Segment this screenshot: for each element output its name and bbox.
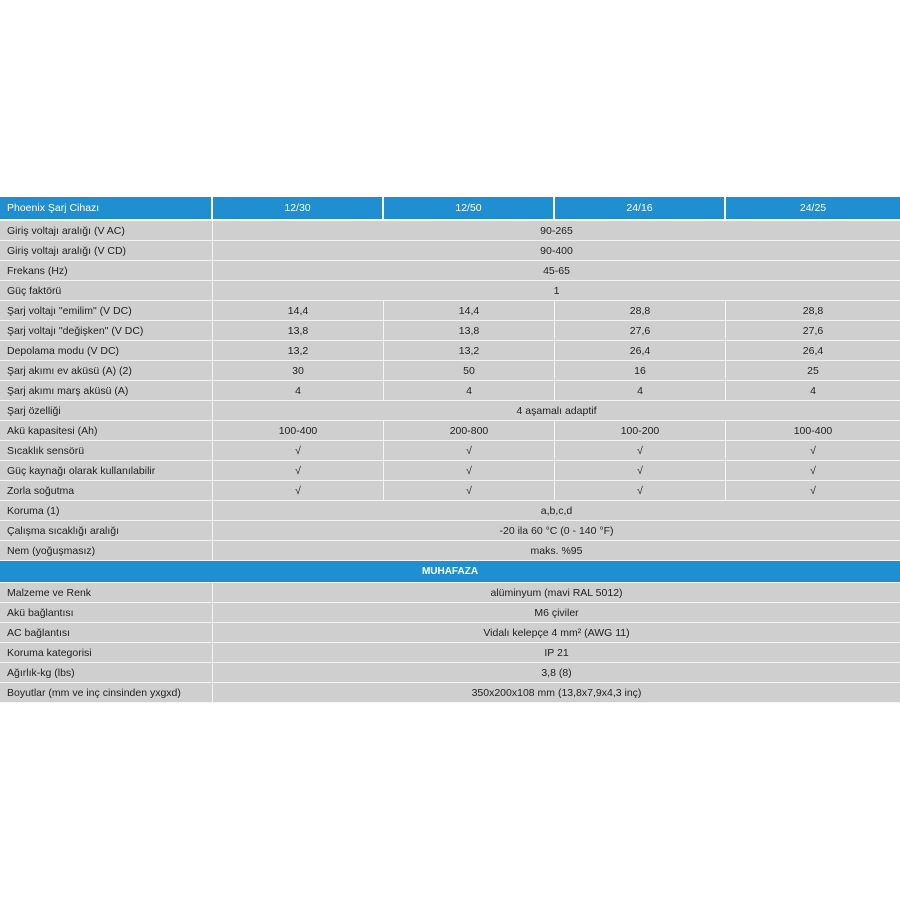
- model-header: 24/16: [555, 197, 726, 221]
- row-value: √: [555, 481, 726, 501]
- row-label: Şarj voltajı "emilim" (V DC): [0, 301, 213, 321]
- table-row: [0, 541, 900, 561]
- table-row: [0, 623, 900, 643]
- row-label: Şarj özelliği: [0, 401, 213, 421]
- row-label: AC bağlantısı: [0, 623, 213, 643]
- row-value-all-models: 90-265: [213, 221, 900, 241]
- row-label: Giriş voltajı aralığı (V AC): [0, 221, 213, 241]
- table-row: [0, 521, 900, 541]
- table-row: [0, 221, 900, 241]
- row-value: 14,4: [213, 301, 384, 321]
- section-title: MUHAFAZA: [0, 561, 900, 583]
- row-value: √: [213, 441, 384, 461]
- product-title: Phoenix Şarj Cihazı: [0, 197, 213, 221]
- row-label: Nem (yoğuşmasız): [0, 541, 213, 561]
- row-value: 4: [555, 381, 726, 401]
- row-value: 100-200: [555, 421, 726, 441]
- table-row: [0, 241, 900, 261]
- table-row: [0, 583, 900, 603]
- row-value: √: [555, 441, 726, 461]
- row-value-all-models: alüminyum (mavi RAL 5012): [213, 583, 900, 603]
- row-value: 50: [384, 361, 555, 381]
- table-row: [0, 361, 900, 381]
- row-value: 100-400: [213, 421, 384, 441]
- table-row: [0, 301, 900, 321]
- row-value-all-models: Vidalı kelepçe 4 mm² (AWG 11): [213, 623, 900, 643]
- row-value: √: [726, 461, 900, 481]
- row-value-all-models: 90-400: [213, 241, 900, 261]
- model-header: 12/50: [384, 197, 555, 221]
- row-value: 26,4: [726, 341, 900, 361]
- row-value: √: [726, 481, 900, 501]
- row-value: 4: [726, 381, 900, 401]
- table-row: [0, 341, 900, 361]
- row-label: Akü kapasitesi (Ah): [0, 421, 213, 441]
- row-label: Depolama modu (V DC): [0, 341, 213, 361]
- row-label: Güç kaynağı olarak kullanılabilir: [0, 461, 213, 481]
- table-row: [0, 663, 900, 683]
- row-value-all-models: 4 aşamalı adaptif: [213, 401, 900, 421]
- table-row: [0, 501, 900, 521]
- row-value: 13,8: [213, 321, 384, 341]
- row-value-all-models: 3,8 (8): [213, 663, 900, 683]
- spec-table: [0, 197, 900, 703]
- table-row: [0, 381, 900, 401]
- row-value: 4: [213, 381, 384, 401]
- row-value: 200-800: [384, 421, 555, 441]
- row-value-all-models: M6 çiviler: [213, 603, 900, 623]
- row-value: √: [213, 461, 384, 481]
- row-label: Zorla soğutma: [0, 481, 213, 501]
- model-header: 24/25: [726, 197, 900, 221]
- table-row: [0, 441, 900, 461]
- header-row: [0, 197, 900, 221]
- row-label: Koruma (1): [0, 501, 213, 521]
- row-value-all-models: IP 21: [213, 643, 900, 663]
- row-value: 13,2: [384, 341, 555, 361]
- table-row: [0, 281, 900, 301]
- row-value: √: [726, 441, 900, 461]
- row-label: Malzeme ve Renk: [0, 583, 213, 603]
- table-row: [0, 421, 900, 441]
- row-value: 25: [726, 361, 900, 381]
- row-value: 14,4: [384, 301, 555, 321]
- row-value: √: [384, 441, 555, 461]
- row-label: Güç faktörü: [0, 281, 213, 301]
- table-row: [0, 401, 900, 421]
- row-value: 26,4: [555, 341, 726, 361]
- table-row: [0, 481, 900, 501]
- row-label: Şarj akımı ev aküsü (A) (2): [0, 361, 213, 381]
- row-value: 27,6: [726, 321, 900, 341]
- row-label: Frekans (Hz): [0, 261, 213, 281]
- row-value: √: [213, 481, 384, 501]
- row-label: Sıcaklık sensörü: [0, 441, 213, 461]
- row-value: 28,8: [726, 301, 900, 321]
- table-row: [0, 603, 900, 623]
- row-label: Şarj akımı marş aküsü (A): [0, 381, 213, 401]
- row-value-all-models: 1: [213, 281, 900, 301]
- row-label: Boyutlar (mm ve inç cinsinden yxgxd): [0, 683, 213, 703]
- row-label: Giriş voltajı aralığı (V CD): [0, 241, 213, 261]
- table-row: [0, 261, 900, 281]
- table-row: [0, 683, 900, 703]
- row-value: 28,8: [555, 301, 726, 321]
- model-header: 12/30: [213, 197, 384, 221]
- row-value: 13,2: [213, 341, 384, 361]
- row-value: 16: [555, 361, 726, 381]
- row-value: 30: [213, 361, 384, 381]
- table-row: [0, 321, 900, 341]
- section-header-row: [0, 561, 900, 583]
- row-value: 100-400: [726, 421, 900, 441]
- row-value-all-models: a,b,c,d: [213, 501, 900, 521]
- row-value-all-models: maks. %95: [213, 541, 900, 561]
- row-value-all-models: 350x200x108 mm (13,8x7,9x4,3 inç): [213, 683, 900, 703]
- row-value: √: [384, 481, 555, 501]
- row-value: 27,6: [555, 321, 726, 341]
- row-label: Akü bağlantısı: [0, 603, 213, 623]
- table-row: [0, 643, 900, 663]
- row-label: Ağırlık-kg (lbs): [0, 663, 213, 683]
- table-row: [0, 461, 900, 481]
- row-value: √: [384, 461, 555, 481]
- row-label: Çalışma sıcaklığı aralığı: [0, 521, 213, 541]
- row-label: Koruma kategorisi: [0, 643, 213, 663]
- row-value: √: [555, 461, 726, 481]
- row-value-all-models: -20 ila 60 °C (0 - 140 °F): [213, 521, 900, 541]
- row-label: Şarj voltajı "değişken" (V DC): [0, 321, 213, 341]
- row-value: 13,8: [384, 321, 555, 341]
- row-value: 4: [384, 381, 555, 401]
- row-value-all-models: 45-65: [213, 261, 900, 281]
- spec-body: [0, 221, 900, 703]
